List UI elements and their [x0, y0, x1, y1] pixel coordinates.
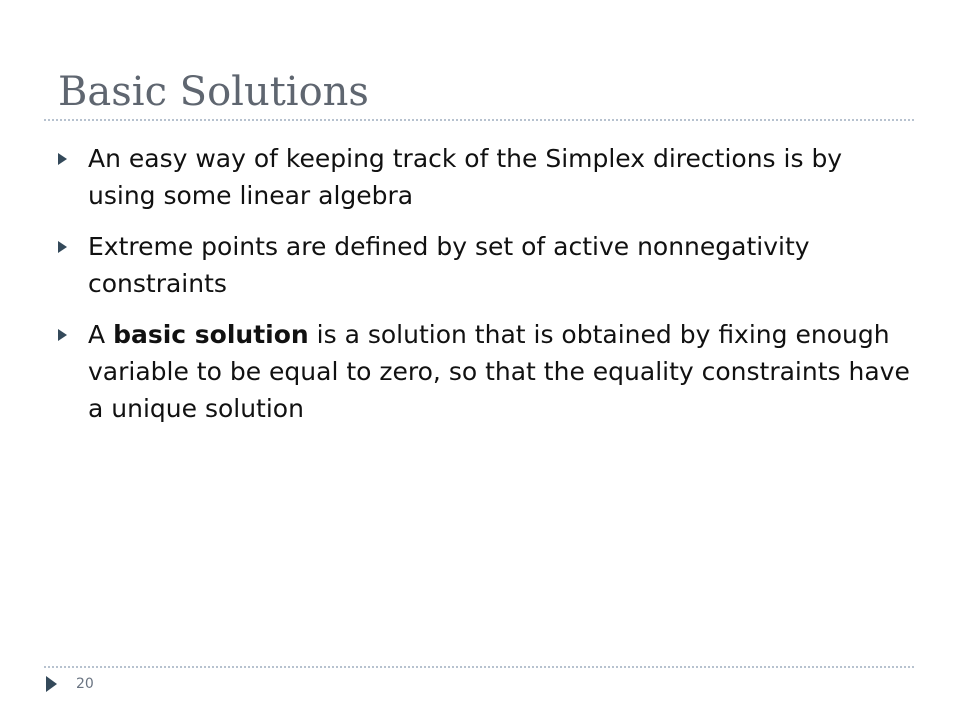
triangle-bullet-icon: [58, 241, 67, 253]
bullet-item: [56, 140, 916, 214]
bullet-text-prefix: A: [88, 320, 114, 349]
bold-term: basic solution: [113, 320, 309, 349]
bullet-text: [88, 320, 910, 423]
triangle-bullet-icon: [58, 153, 67, 165]
title-divider: [44, 119, 914, 121]
triangle-bullet-icon: [58, 329, 67, 341]
triangle-footer-icon: [46, 676, 57, 692]
bullet-text-suffix: is a solution that is obtained by fixing enough variable to be equal to zero, so that the equality constraints have a unique solution: [88, 320, 910, 423]
bullet-item: [56, 228, 916, 302]
page-number: 20: [76, 676, 94, 692]
bullet-list: [56, 140, 916, 441]
bullet-text: Extreme points are defined by set of active nonnegativity constraints: [88, 232, 810, 298]
bullet-text: An easy way of keeping track of the Simplex directions is by using some linear algebra: [88, 144, 843, 210]
bullet-item: [56, 316, 916, 427]
slide-title: Basic Solutions: [58, 69, 369, 115]
footer-divider: [44, 666, 914, 668]
